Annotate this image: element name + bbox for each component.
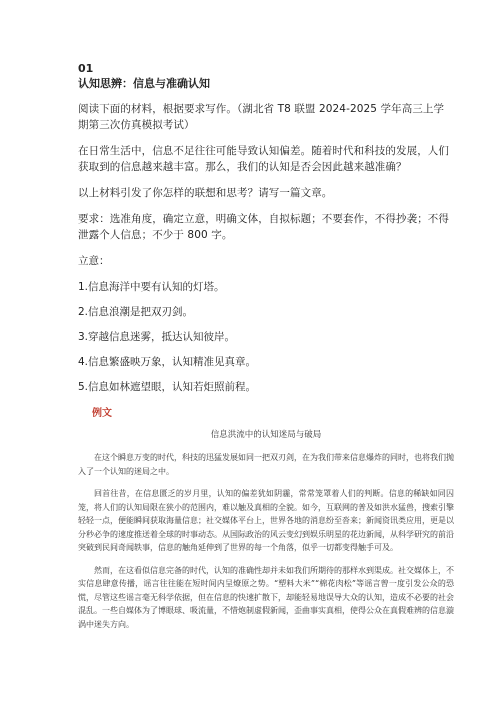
- prompt-requirements: 要求：选准角度，确定立意，明确文体，自拟标题；不要套作，不得抄袭；不得泄露个人信息；不少于 800 字。: [78, 213, 449, 241]
- essay-paragraph: 回首往昔，在信息匮乏的岁月里，认知的偏差犹如阴霾，常常笼罩着人们的判断。信息的稀缺如同囚笼，将人们的认知局限在狭小的范围内，难以触及真相的全貌。如今，互联网的普及如洪水猛兽，搜索引擎轻轻一点，便能瞬间获取海量信息；社交媒体平台上，世界各地的消息纷至沓来；新闻资讯类应用，更是以分秒必争的速度推送着全球的时事动态。从国际政治的风云变幻到娱乐明星的花边新闻，从科学研究的前沿突破到民间奇闻轶事，信息的触角延伸到了世界的每一个角落，似乎一切都变得触手可及。: [78, 489, 454, 552]
- essay-title: 信息洪流中的认知迷局与破局: [210, 430, 322, 440]
- prompt-question: 以上材料引发了你怎样的联想和思考？请写一篇文章。: [78, 187, 333, 199]
- idea-item: 2.信息浪潮是把双刃剑。: [78, 306, 194, 318]
- example-tag: 例文: [92, 408, 112, 419]
- idea-item: 3.穿越信息迷雾，抵达认知彼岸。: [78, 331, 236, 343]
- idea-item: 1.信息海洋中要有认知的灯塔。: [78, 281, 225, 293]
- prompt-instruction: 阅读下面的材料，根据要求写作。（湖北省 T8 联盟 2024-2025 学年高三上学期第三次仿真模拟考试）: [78, 103, 445, 131]
- idea-item: 5.信息如林遮望眼，认知若炬照前程。: [78, 381, 257, 393]
- prompt-material: 在日常生活中，信息不足往往可能导致认知偏差。随着时代和科技的发展，人们获取到的信息越来越丰富。那么，我们的认知是否会因此越来越准确？: [78, 145, 449, 173]
- idea-item: 4.信息繁盛映万象，认知精准见真章。: [78, 356, 257, 368]
- essay-paragraph: 在这个瞬息万变的时代，科技的迅猛发展如同一把双刃剑，在为我们带来信息爆炸的同时，也将我们抛入了一个认知的迷局之中。: [78, 453, 454, 476]
- essay-paragraph: 然而，在这看似信息完备的时代，认知的准确性却并未如我们所期待的那样水到渠成。社交媒体上，不实信息肆意传播，谣言往往能在短时间内呈燎原之势。“塑料大米”“棉花肉松”等谣言曾一度引发公众的恐慌，尽管这些谣言毫无科学依据，但在信息的快速扩散下，却能轻易地误导大众的认知，造成不必要的社会混乱。一些自媒体为了博眼球、吸流量，不惜炮制虚假新闻，歪曲事实真相，使得公众在真假难辨的信息漩涡中迷失方向。: [78, 565, 454, 629]
- section-title: 认知思辨：信息与准确认知: [78, 77, 210, 90]
- ideas-label: 立意：: [78, 255, 110, 267]
- section-number: 01: [78, 62, 94, 75]
- essay-body: [78, 451, 454, 631]
